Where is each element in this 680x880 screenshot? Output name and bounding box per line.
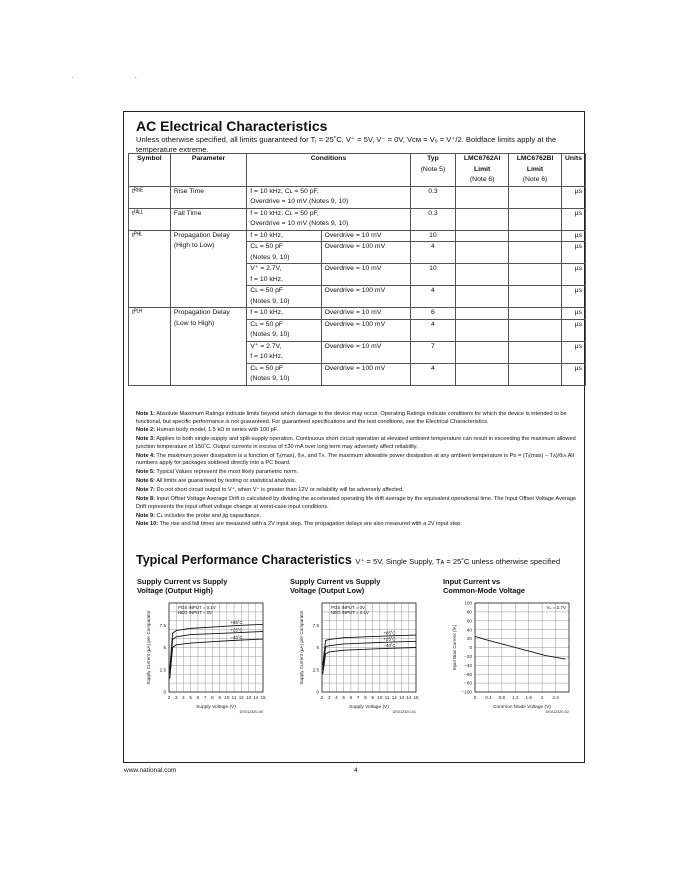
x-tick-label: 14	[406, 695, 412, 700]
x-tick-label: 2	[320, 695, 324, 700]
series-label: −40˚C	[383, 642, 396, 648]
x-tick-label: 3	[327, 695, 331, 700]
series-label: −40˚C	[230, 634, 243, 640]
chart-annotation: POS INPUT = 0.1V	[178, 605, 216, 610]
series-line	[323, 635, 416, 665]
x-tick-label: 4	[182, 695, 185, 700]
table-row: tᴿᴵˢᴱ Rise Time f = 10 kHz, Cʟ = 50 pF, Overdrive = 10 mV (Notes 9, 10) 0.3 µs	[129, 186, 586, 208]
x-tick-label: 1.6	[525, 695, 532, 700]
x-tick-label: 6	[196, 695, 200, 700]
y-tick-label: 5	[163, 645, 166, 651]
tpc-title: Typical Performance Characteristics V⁺ = 5V, Single Supply, Tᴀ = 25˚C unless otherwise specified	[136, 553, 561, 567]
y-tick-label: −40	[464, 662, 472, 668]
series-label: +25˚C	[383, 636, 396, 642]
chart3-title: Input Current vs Common-Mode Voltage	[443, 577, 525, 595]
x-tick-label: 12	[238, 695, 244, 700]
series-label: +25˚C	[230, 627, 243, 633]
note-3: Note 3: Applies to both single-supply and split-supply operation. Continuous short circuit operation at elevated ambient temperature can result in exceeding the maximum allowed junction temperature of 150˚C. Output currents in excess of ±30 mA over long term may adversely affect reliability.	[136, 436, 576, 450]
margin-dot: .	[135, 74, 137, 80]
chart2-title: Supply Current vs Supply Voltage (Output Low)	[290, 577, 381, 595]
header-units: Units	[561, 154, 585, 187]
x-tick-label: 8	[364, 695, 367, 700]
figure-code: DS012320-01	[392, 710, 416, 714]
y-tick-label: 0	[163, 689, 166, 695]
note-9: Note 9: Cʟ includes the probe and jig capacitance.	[136, 512, 262, 519]
series-line	[170, 624, 263, 669]
x-tick-label: 12	[391, 695, 397, 700]
x-tick-label: 2	[540, 695, 544, 700]
x-tick-label: 8	[211, 695, 214, 700]
y-tick-label: −100	[461, 689, 472, 695]
note-6: Note 6: All limits are guaranteed by testing or statistical analysis.	[136, 478, 297, 485]
table-row: Cʟ = 50 pF (Notes 9, 10) Overdrive = 100 mV 4 µs	[129, 319, 586, 341]
table-row: Cʟ = 50 pF (Notes 9, 10) Overdrive = 100 mV 4 µs	[129, 242, 586, 264]
y-tick-label: 40	[466, 627, 472, 633]
x-tick-label: 13	[398, 695, 405, 700]
x-tick-label: 1.2	[512, 695, 519, 700]
x-tick-label: 15	[413, 695, 419, 700]
y-tick-label: 7.5	[159, 622, 166, 628]
x-tick-label: 5	[342, 695, 345, 700]
x-tick-label: 2	[167, 695, 171, 700]
series-line	[170, 631, 263, 674]
x-tick-label: 5	[189, 695, 192, 700]
y-tick-label: 0	[469, 645, 472, 651]
x-tick-label: 0.4	[485, 695, 492, 700]
x-tick-label: 0	[473, 695, 477, 700]
y-axis-label: Input Bias Current (fA)	[452, 624, 457, 671]
table-row: tᴾᴴᴸ Propagation Delay (High to Low) f = 10 kHz, Overdrive = 10 mV 10 µs	[129, 230, 586, 242]
margin-dot: .	[72, 74, 74, 80]
x-tick-label: 14	[253, 695, 259, 700]
x-tick-label: 3	[174, 695, 178, 700]
note-5: Note 5: Typical Values represent the most likely parametric norm.	[136, 469, 299, 476]
chart-annotation: POS INPUT = 0V	[331, 605, 365, 610]
x-tick-label: 7	[356, 695, 360, 700]
note-10: Note 10: The rise and fall times are measured with a 2V input step. The propagation delays are also measured with a 2V input step.	[136, 521, 462, 528]
note-2: Note 2: Human body model, 1.5 kΩ in series with 100 pF.	[136, 427, 279, 434]
y-tick-label: 2.5	[312, 667, 319, 673]
ac-table: Symbol Parameter Conditions Typ (Note 5) LMC6762AI Limit (Note 6) LMC6762BI Limit (Note 6) Units tᴿᴵˢᴱ Rise Time f = 10 kHz, Cʟ = 50 pF, Overdrive = 10 mV (Notes 9, 10) 0.3 µs tᶠᴬᴸᴸ Fall Time f = 10 kHz, Cʟ = 50 pF, Overdrive = 10 mV (Notes 9, 10) 0.3 µs tᴾᴴᴸ Propagation Delay (High to Low) f = 10 kHz, Overdrive = 10 mV 10 µs Cʟ = 50 pF (Notes 9, 10) Overdrive = 100 mV 4 µs V⁺ = 2.7V, f = 10 kHz, Overdrive = 10 mV 10 µs Cʟ = 50 pF (Notes 9, 10) Overdrive = 100 mV 4 µs tᴾᴸᴴ Propagation Delay (Low to High) f = 10 kHz, Overdrive = 10 mV 6 µs Cʟ = 50 pF (Notes 9, 10) Overdrive = 100 mV 4 µs V⁺ = 2.7V, f = 10 kHz, Overdrive = 10 mV 7 µs Cʟ = 50 pF (Notes 9, 10) Overdrive = 100 mV 4 µs	[128, 153, 586, 386]
y-tick-label: 60	[466, 618, 472, 624]
header-symbol: Symbol	[129, 154, 171, 187]
note-4: Note 4: The maximum power dissipation is a function of Tⱼ(max), θⱼᴀ, and Tᴀ. The maximum allowable power dissipation at any ambient temperature is Pᴅ = (Tⱼ(max) − Tᴀ)/θⱼᴀ.All numbers apply for packages soldered directly into a PC board.	[136, 452, 574, 467]
table-row: tᴾᴸᴴ Propagation Delay (Low to High) f = 10 kHz, Overdrive = 10 mV 6 µs	[129, 308, 586, 320]
note-1: Note 1: Absolute Maximum Ratings indicate limits beyond which damage to the device may occur. Operating Ratings indicate conditions for which the device is intended to be functional, but specific performance is not guaranteed. For guaranteed specifications and the test conditions, see the Electrical Characteristics.	[136, 411, 567, 425]
x-tick-label: 10	[224, 695, 230, 700]
x-tick-label: 7	[203, 695, 207, 700]
header-conditions: Conditions	[247, 154, 410, 187]
note-7: Note 7: Do not short circuit output to V⁺, when V⁺ is greater than 12V or reliability will be adversely affected.	[136, 487, 404, 494]
y-axis-label: Supply Current (µA) per Comparator	[146, 610, 151, 685]
x-axis-label: Common Mode Voltage (V)	[493, 705, 551, 710]
series-label: +85˚C	[230, 620, 243, 626]
header-bi-limit: LMC6762BI Limit (Note 6)	[509, 154, 562, 187]
ac-section-title: AC Electrical Characteristics	[136, 118, 328, 134]
chart-annotation: NEG INPUT = 0.1V	[331, 610, 369, 615]
y-tick-label: 100	[464, 600, 472, 606]
series-line	[170, 639, 263, 679]
y-tick-label: 80	[466, 609, 472, 615]
x-tick-label: 15	[260, 695, 266, 700]
footer-page-number: 4	[354, 767, 358, 774]
x-tick-label: 11	[384, 695, 390, 700]
ac-intro: Unless otherwise specified, all limits guaranteed for Tⱼ = 25˚C, V⁺ = 5V, V⁻ = 0V, Vᴄᴍ = Vₒ = V⁺/2. Boldface limits apply at the temperature extreme.	[136, 135, 557, 154]
x-tick-label: 2.4	[552, 695, 559, 700]
y-tick-label: −20	[464, 654, 472, 659]
chart-annotation: NEG INPUT = 0V	[178, 610, 213, 615]
note-8: Note 8: Input Offset Voltage Average Drift is calculated by dividing the accelerated operating life drift average by the equivalent operational time. The Input Offset Voltage Average Drift represents the input offset voltage change at worst-case input conditions.	[136, 496, 577, 510]
figure-code: DS012320-02	[545, 710, 569, 714]
x-axis-label: Supply Voltage (V)	[349, 705, 389, 710]
x-tick-label: 0.8	[498, 695, 506, 700]
y-tick-label: 2.5	[159, 667, 166, 673]
x-tick-label: 6	[349, 695, 353, 700]
y-axis-label: Supply Current (µA) per Comparator	[299, 610, 304, 685]
table-row: tᶠᴬᴸᴸ Fall Time f = 10 kHz, Cʟ = 50 pF, Overdrive = 10 mV (Notes 9, 10) 0.3 µs	[129, 208, 586, 230]
x-tick-label: 13	[245, 695, 252, 700]
footer-website: www.national.com	[124, 767, 177, 774]
figure-code: DS012320-00	[239, 710, 263, 714]
x-tick-label: 9	[371, 695, 374, 700]
series-line	[323, 648, 416, 675]
y-tick-label: 20	[466, 636, 472, 642]
y-tick-label: 7.5	[312, 622, 319, 628]
header-parameter: Parameter	[170, 154, 246, 187]
y-tick-label: −80	[464, 680, 472, 686]
header-ai-limit: LMC6762AI Limit (Note 6)	[456, 154, 509, 187]
chart-annotation: Vₛ = 2.7V	[546, 605, 566, 610]
x-axis-label: Supply Voltage (V)	[196, 705, 236, 710]
x-tick-label: 11	[231, 695, 237, 700]
y-tick-label: 5	[316, 645, 319, 651]
x-tick-label: 10	[377, 695, 383, 700]
header-typ: Typ (Note 5)	[410, 154, 456, 187]
x-tick-label: 4	[335, 695, 338, 700]
x-tick-label: 9	[218, 695, 221, 700]
y-tick-label: 0	[316, 689, 319, 695]
chart1-title: Supply Current vs Supply Voltage (Output High)	[137, 577, 228, 595]
y-tick-label: −60	[464, 671, 472, 677]
series-label: +85˚C	[383, 630, 396, 636]
